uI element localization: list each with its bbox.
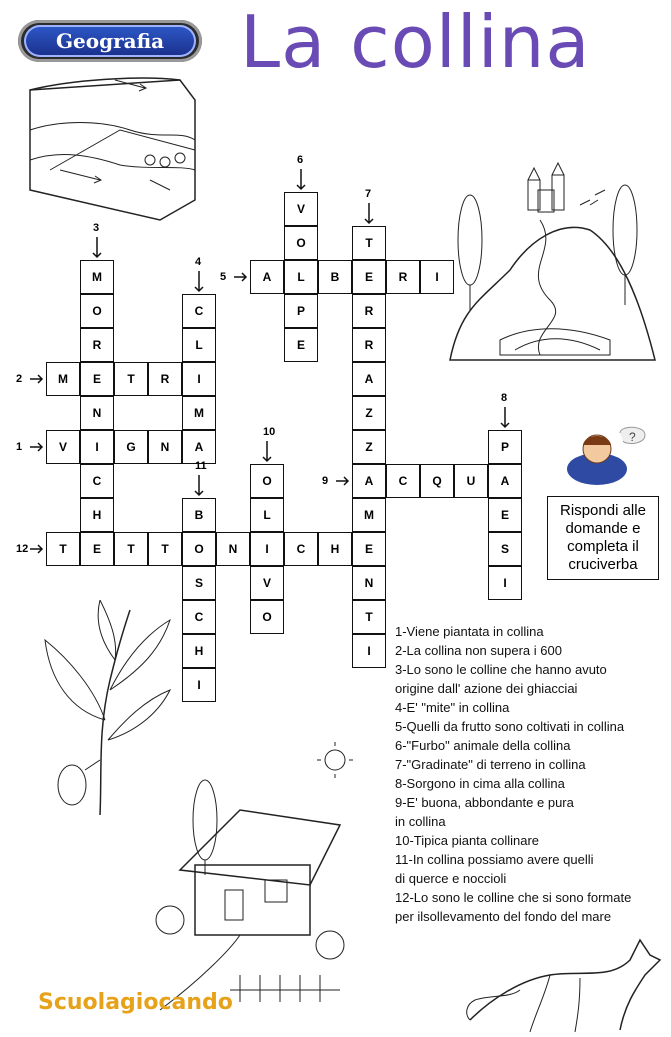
crossword-cell[interactable]: N bbox=[80, 396, 114, 430]
crossword-cell[interactable]: E bbox=[352, 532, 386, 566]
crossword-cell[interactable]: I bbox=[420, 260, 454, 294]
crossword-cell[interactable]: R bbox=[386, 260, 420, 294]
clue-arrow-icon bbox=[296, 169, 306, 191]
clue-arrow-icon bbox=[30, 374, 44, 384]
crossword-cell[interactable]: C bbox=[182, 294, 216, 328]
crossword-cell[interactable]: Q bbox=[420, 464, 454, 498]
clue-line: in collina bbox=[395, 814, 446, 829]
crossword-cell[interactable]: M bbox=[352, 498, 386, 532]
crossword-cell[interactable]: S bbox=[182, 566, 216, 600]
crossword-cell[interactable]: V bbox=[250, 566, 284, 600]
clue-arrow-icon bbox=[262, 441, 272, 463]
crossword-cell[interactable]: I bbox=[488, 566, 522, 600]
clue-arrow-icon bbox=[30, 442, 44, 452]
crossword-cell[interactable]: C bbox=[284, 532, 318, 566]
crossword-cell[interactable]: N bbox=[352, 566, 386, 600]
crossword-cell[interactable]: A bbox=[352, 464, 386, 498]
crossword-cell[interactable]: T bbox=[148, 532, 182, 566]
clue-line: 2-La collina non supera i 600 bbox=[395, 643, 562, 658]
crossword-cell[interactable]: B bbox=[182, 498, 216, 532]
crossword-cell[interactable]: P bbox=[284, 294, 318, 328]
subject-badge-label: Geografia bbox=[24, 25, 196, 57]
crossword-cell[interactable]: T bbox=[46, 532, 80, 566]
crossword-cell[interactable]: I bbox=[182, 362, 216, 396]
crossword-cell[interactable]: M bbox=[182, 396, 216, 430]
clue-arrow-icon bbox=[500, 407, 510, 429]
crossword-cell[interactable]: O bbox=[80, 294, 114, 328]
crossword-cell[interactable]: M bbox=[80, 260, 114, 294]
crossword-cell[interactable]: T bbox=[352, 600, 386, 634]
crossword-cell[interactable]: T bbox=[352, 226, 386, 260]
crossword-cell[interactable]: T bbox=[114, 532, 148, 566]
crossword-cell[interactable]: A bbox=[488, 464, 522, 498]
clue-line: 1-Viene piantata in collina bbox=[395, 624, 544, 639]
clue-line: 9-E' buona, abbondante e pura bbox=[395, 795, 574, 810]
crossword-cell[interactable]: H bbox=[80, 498, 114, 532]
crossword-cell[interactable]: O bbox=[250, 600, 284, 634]
crossword-cell[interactable]: S bbox=[488, 532, 522, 566]
clue-arrow-icon bbox=[194, 475, 204, 497]
crossword-cell[interactable]: T bbox=[114, 362, 148, 396]
clue-number: 7 bbox=[365, 188, 372, 200]
crossword-cell[interactable]: G bbox=[114, 430, 148, 464]
crossword-cell[interactable]: L bbox=[182, 328, 216, 362]
crossword-cell[interactable]: Z bbox=[352, 430, 386, 464]
crossword-cell[interactable]: N bbox=[148, 430, 182, 464]
crossword-cell[interactable]: I bbox=[352, 634, 386, 668]
crossword-cell[interactable]: H bbox=[318, 532, 352, 566]
crossword-cell[interactable]: C bbox=[80, 464, 114, 498]
crossword-cell[interactable]: R bbox=[148, 362, 182, 396]
crossword-cell[interactable]: A bbox=[250, 260, 284, 294]
clue-number: 4 bbox=[195, 256, 202, 268]
crossword-cell[interactable]: A bbox=[182, 430, 216, 464]
crossword-cell[interactable]: L bbox=[284, 260, 318, 294]
crossword-cell[interactable]: E bbox=[80, 532, 114, 566]
clue-line: 11-In collina possiamo avere quelli bbox=[395, 852, 594, 867]
crossword-cell[interactable]: U bbox=[454, 464, 488, 498]
crossword-cell[interactable]: L bbox=[250, 498, 284, 532]
clue-arrow-icon bbox=[336, 476, 350, 486]
clue-number: 6 bbox=[297, 154, 304, 166]
clue-line: 6-"Furbo" animale della collina bbox=[395, 738, 571, 753]
crossword-cell[interactable]: V bbox=[284, 192, 318, 226]
crossword-cell[interactable]: R bbox=[352, 294, 386, 328]
crossword-cell[interactable]: E bbox=[488, 498, 522, 532]
clue-arrow-icon bbox=[364, 203, 374, 225]
crossword-cell[interactable]: E bbox=[284, 328, 318, 362]
instruction-box: Rispondi alle domande e completa il cruciverba bbox=[547, 496, 659, 580]
crossword-cell[interactable]: M bbox=[46, 362, 80, 396]
page-title: La collina bbox=[240, 0, 591, 84]
country-house-illustration bbox=[140, 740, 360, 1020]
clue-arrow-icon bbox=[194, 271, 204, 293]
clue-line: 8-Sorgono in cima alla collina bbox=[395, 776, 565, 791]
clue-number: 8 bbox=[501, 392, 508, 404]
clue-arrow-icon bbox=[234, 272, 248, 282]
clue-line: 7-"Gradinate" di terreno in collina bbox=[395, 757, 586, 772]
crossword-cell[interactable]: Z bbox=[352, 396, 386, 430]
brand-logo: Scuolagiocando bbox=[38, 990, 233, 1015]
clue-line: 5-Quelli da frutto sono coltivati in collina bbox=[395, 719, 625, 734]
clue-arrow-icon bbox=[30, 544, 44, 554]
crossword-cell[interactable]: I bbox=[182, 668, 216, 702]
crossword-cell[interactable]: E bbox=[352, 260, 386, 294]
crossword-cell[interactable]: V bbox=[46, 430, 80, 464]
clue-number: 5 bbox=[220, 271, 227, 283]
crossword-cell[interactable]: A bbox=[352, 362, 386, 396]
crossword-cell[interactable]: E bbox=[80, 362, 114, 396]
clue-number: 2 bbox=[16, 373, 23, 385]
crossword-cell[interactable]: C bbox=[386, 464, 420, 498]
clue-list bbox=[395, 622, 631, 926]
clue-line: origine dall' azione dei ghiacciai bbox=[395, 681, 578, 696]
clue-number: 1 bbox=[16, 441, 23, 453]
crossword-cell[interactable]: O bbox=[250, 464, 284, 498]
clue-line: 12-Lo sono le colline che si sono formate bbox=[395, 890, 632, 905]
clue-arrow-icon bbox=[92, 237, 102, 259]
crossword-cell[interactable]: N bbox=[216, 532, 250, 566]
clue-number: 3 bbox=[93, 222, 100, 234]
crossword-cell[interactable]: I bbox=[80, 430, 114, 464]
crossword-cell[interactable]: B bbox=[318, 260, 352, 294]
crossword-cell[interactable]: R bbox=[80, 328, 114, 362]
clue-line: di querce e noccioli bbox=[395, 871, 507, 886]
clue-line: 4-E' "mite" in collina bbox=[395, 700, 510, 715]
crossword-cell[interactable]: I bbox=[250, 532, 284, 566]
clue-number: 12 bbox=[16, 543, 29, 555]
crossword-cell[interactable]: O bbox=[182, 532, 216, 566]
crossword-cell[interactable]: P bbox=[488, 430, 522, 464]
svg-text:?: ? bbox=[629, 430, 636, 444]
crossword-cell[interactable]: H bbox=[182, 634, 216, 668]
clue-line: 10-Tipica pianta collinare bbox=[395, 833, 540, 848]
clue-line: 3-Lo sono le colline che hanno avuto bbox=[395, 662, 607, 677]
clue-line: per ilsollevamento del fondo del mare bbox=[395, 909, 612, 924]
clue-number: 9 bbox=[322, 475, 329, 487]
clue-number: 10 bbox=[263, 426, 276, 438]
crossword-cell[interactable]: O bbox=[284, 226, 318, 260]
fox-illustration bbox=[460, 920, 670, 1035]
crossword-cell[interactable]: C bbox=[182, 600, 216, 634]
crossword-cell[interactable]: R bbox=[352, 328, 386, 362]
clue-number: 11 bbox=[195, 460, 207, 472]
